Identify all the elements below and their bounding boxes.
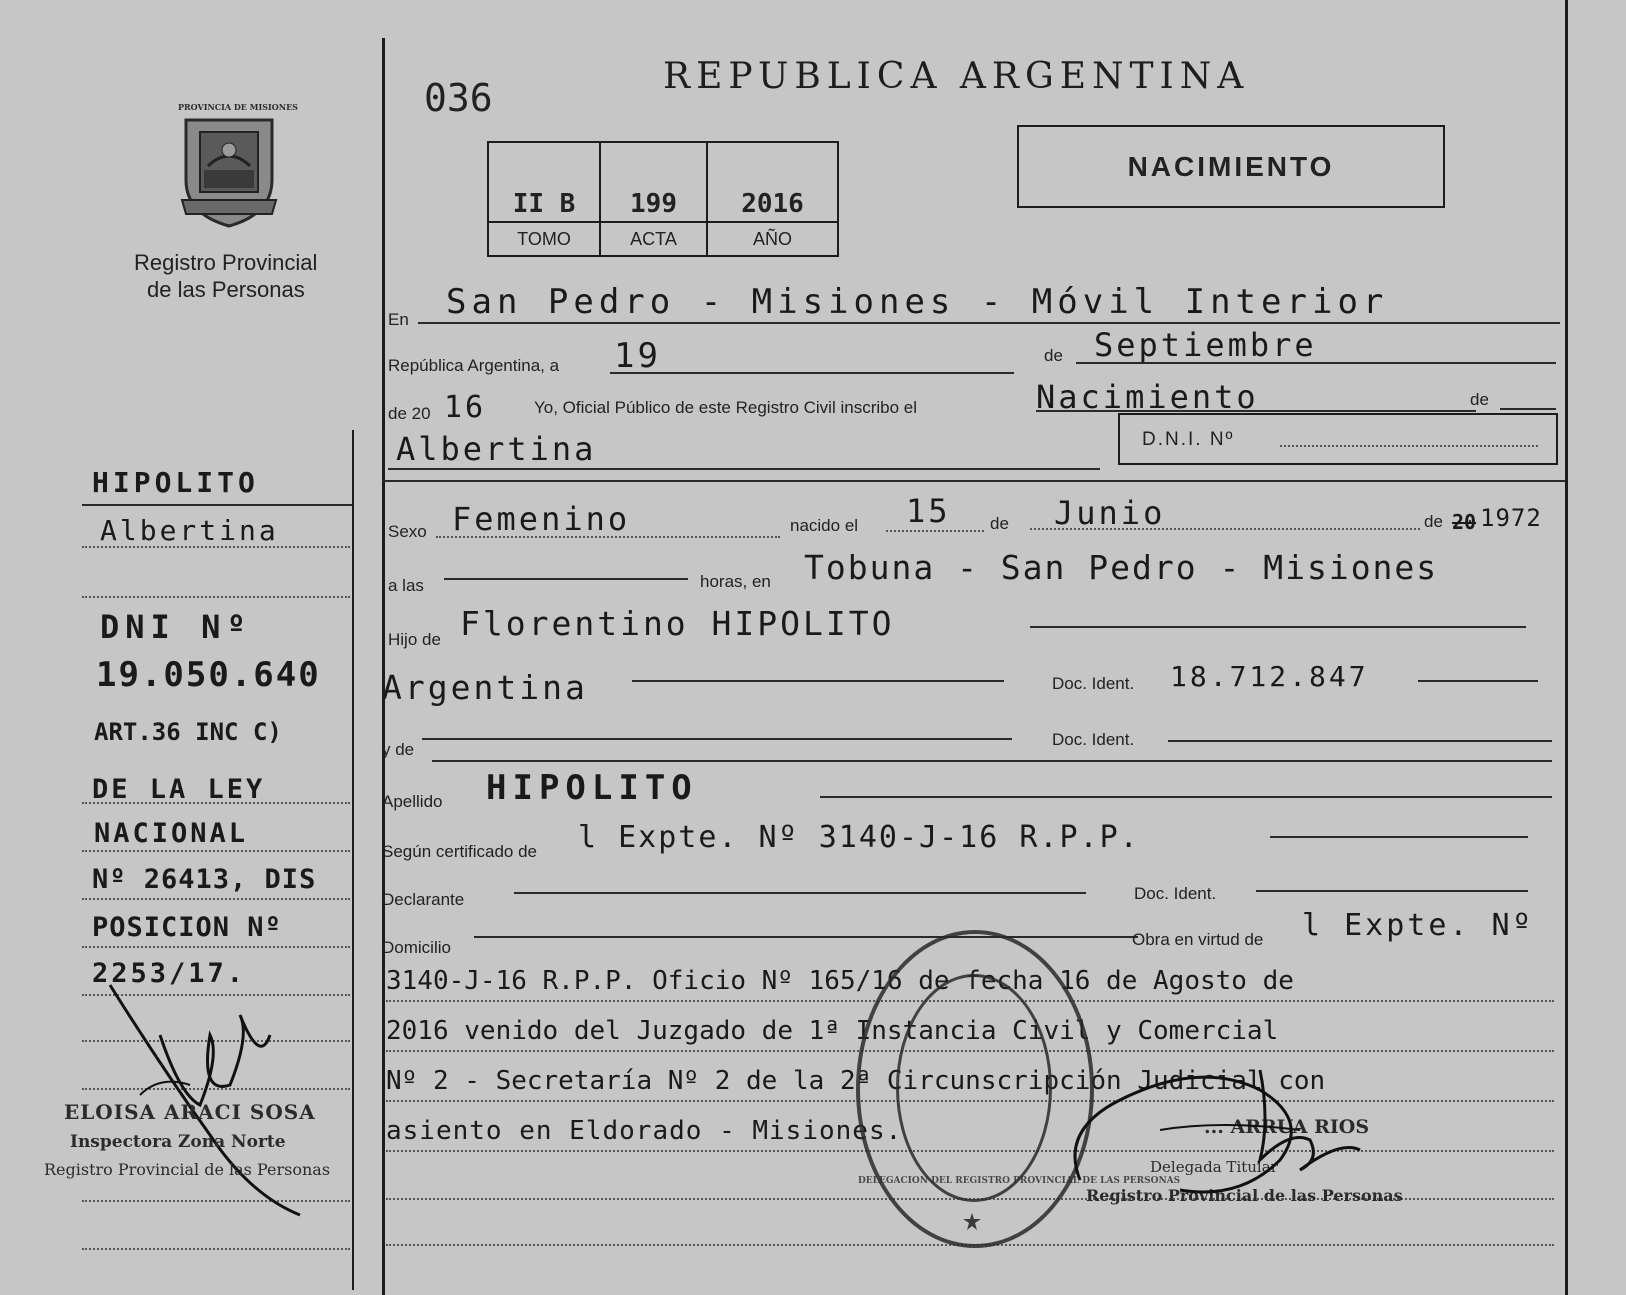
- line-madre: [422, 738, 1012, 740]
- field-padre: Florentino HIPOLITO: [460, 604, 895, 643]
- margin-dotted-line: [82, 546, 350, 548]
- tomo-value: II B: [489, 143, 601, 221]
- section-divider: [382, 480, 1565, 482]
- field-obra-line-4: asiento en Eldorado - Misiones.: [386, 1116, 903, 1146]
- document-title: REPUBLICA ARGENTINA: [663, 56, 1250, 97]
- field-nombre: Albertina: [396, 430, 597, 468]
- label-segun: Según certificado de: [382, 842, 537, 861]
- inspector-office: Registro Provincial de las Personas: [44, 1160, 331, 1179]
- act-type-box: NACIMIENTO: [1017, 125, 1445, 208]
- officer-office: Registro Provincial de las Personas: [1086, 1186, 1403, 1205]
- field-anio: 16: [444, 390, 487, 425]
- margin-dotted-line: [82, 898, 350, 900]
- margin-note-line-9: POSICION Nº: [92, 912, 282, 943]
- seal-text: DELEGACION DEL REGISTRO PROVINCIAL DE LAS PERSONAS: [858, 1176, 1181, 1186]
- registry-box: [487, 141, 839, 257]
- label-horas: horas, en: [700, 572, 771, 591]
- label-domicilio: Domicilio: [382, 938, 451, 957]
- line-acto-end: [1500, 408, 1556, 410]
- line-madre-doc: [1168, 740, 1552, 742]
- margin-note-line-4: 19.050.640: [96, 655, 321, 695]
- line-nombre: [388, 468, 1100, 470]
- anio-label: AÑO: [708, 221, 837, 255]
- main-form-border: [382, 38, 385, 1295]
- line-declarante-doc: [1256, 890, 1528, 892]
- label-a-las: a las: [388, 576, 424, 595]
- field-mes: Septiembre: [1094, 326, 1317, 364]
- line-domicilio: [474, 936, 1138, 938]
- line-declarante: [514, 892, 1086, 894]
- officer-signature: [1060, 1040, 1420, 1210]
- inspector-role: Inspectora Zona Norte: [70, 1132, 286, 1152]
- line-certificado: [1270, 836, 1528, 838]
- field-nac-dia: 15: [906, 492, 951, 530]
- dni-box: [1118, 413, 1558, 465]
- field-lugar-nac: Tobuna - San Pedro - Misiones: [804, 548, 1439, 587]
- field-padre-nacionalidad: Argentina: [382, 668, 588, 707]
- right-border: [1565, 0, 1568, 1295]
- label-republica: República Argentina, a: [388, 356, 560, 375]
- field-obra-line-3: Nº 2 - Secretaría Nº 2 de la 2ª Circunscripción Judicial con: [386, 1066, 1326, 1096]
- tomo-label: TOMO: [489, 221, 601, 255]
- official-round-seal: [856, 930, 1181, 1248]
- section-divider-2: [432, 760, 1552, 762]
- margin-note-line-5: ART.36 INC C): [94, 718, 282, 746]
- shield-icon: [178, 110, 280, 228]
- emblem-text: PROVINCIA DE MISIONES: [178, 102, 298, 112]
- line-padre: [1030, 626, 1526, 628]
- line-acto: [1036, 410, 1476, 412]
- label-de-4: de: [1424, 512, 1443, 531]
- field-nac-anio-struck: 20: [1452, 510, 1477, 534]
- margin-dotted-line: [82, 1248, 350, 1250]
- field-certificado: l Expte. Nº 3140-J-16 R.P.P.: [578, 820, 1140, 855]
- folio-number: 036: [424, 76, 493, 120]
- label-en: En: [388, 310, 409, 329]
- label-doc-1: Doc. Ident.: [1052, 674, 1135, 693]
- field-dia: 19: [614, 336, 661, 376]
- margin-dotted-line: [82, 596, 350, 598]
- line-hora: [444, 578, 688, 580]
- institution-name-line1: Registro Provincial: [134, 250, 318, 275]
- field-obra-line-2: 2016 venido del Juzgado de 1ª Instancia Civil y Comercial: [386, 1016, 1279, 1046]
- margin-note-line-3: DNI Nº: [100, 608, 252, 646]
- field-lugar: San Pedro - Misiones - Móvil Interior: [446, 282, 1389, 322]
- label-doc-2: Doc. Ident.: [1052, 730, 1135, 749]
- dni-dots: [1280, 445, 1538, 447]
- field-padre-doc: 18.712.847: [1170, 660, 1369, 693]
- margin-note-line-1: HIPOLITO: [92, 466, 259, 499]
- anio-value: 2016: [741, 189, 804, 219]
- line-nac-dia: [886, 530, 984, 532]
- margin-note-line-2: Albertina: [100, 514, 279, 547]
- label-doc-3: Doc. Ident.: [1134, 884, 1217, 903]
- label-de-3: de: [990, 514, 1009, 533]
- label-yo: Yo, Oficial Público de este Registro Civil inscribo el: [534, 398, 917, 417]
- margin-note-line-6: DE LA LEY: [92, 774, 266, 805]
- label-apellido: Apellido: [382, 792, 443, 811]
- line-apellido: [820, 796, 1552, 798]
- line-dia: [610, 372, 1014, 374]
- margin-dotted-line: [82, 850, 350, 852]
- line-nac-mes: [1030, 528, 1420, 530]
- line-padre-doc: [1418, 680, 1538, 682]
- line-padre-nac: [632, 680, 1004, 682]
- margin-note-line-10: 2253/17.: [92, 958, 247, 989]
- province-emblem: [178, 110, 280, 228]
- field-apellido: HIPOLITO: [486, 768, 698, 808]
- label-de-2: de: [1470, 390, 1489, 409]
- label-sexo: Sexo: [388, 522, 427, 541]
- field-acto: Nacimiento: [1036, 378, 1259, 416]
- label-hijo: Hijo de: [388, 630, 441, 649]
- field-obra: l Expte. Nº: [1302, 908, 1534, 943]
- field-obra-line-1: 3140-J-16 R.P.P. Oficio Nº 165/16 de fecha 16 de Agosto de: [386, 966, 1294, 996]
- label-de-20: de 20: [388, 404, 431, 423]
- field-nac-anio: 1972: [1480, 504, 1542, 532]
- line-lugar: [418, 322, 1560, 324]
- field-sexo: Femenino: [452, 500, 631, 538]
- margin-note-line-8: Nº 26413, DIS: [92, 864, 317, 895]
- field-nac-mes: Junio: [1054, 494, 1166, 532]
- label-y-de: y de: [382, 740, 415, 759]
- line-mes: [1076, 362, 1556, 364]
- officer-name: ... ARRUA RIOS: [1204, 1116, 1370, 1138]
- label-declarante: Declarante: [382, 890, 465, 909]
- line-sexo: [436, 536, 780, 538]
- margin-dotted-line: [82, 946, 350, 948]
- left-column-border: [352, 430, 354, 1290]
- label-de: de: [1044, 346, 1063, 365]
- margin-dotted-line: [82, 802, 350, 804]
- margin-note-line-7: NACIONAL: [94, 818, 249, 849]
- institution-name-line2: de las Personas: [147, 277, 305, 302]
- star-icon: [962, 1212, 982, 1232]
- acta-label: ACTA: [601, 221, 708, 255]
- margin-rule: [82, 504, 352, 506]
- label-obra: Obra en virtud de: [1132, 930, 1264, 949]
- acta-value: 199: [601, 143, 708, 221]
- label-nacido: nacido el: [790, 516, 859, 535]
- officer-role: Delegada Titular: [1150, 1158, 1278, 1176]
- label-dni: D.N.I. Nº: [1142, 429, 1235, 450]
- inspector-name: ELOISA ARACI SOSA: [64, 1100, 316, 1124]
- seal-inner-ring: [896, 974, 1052, 1202]
